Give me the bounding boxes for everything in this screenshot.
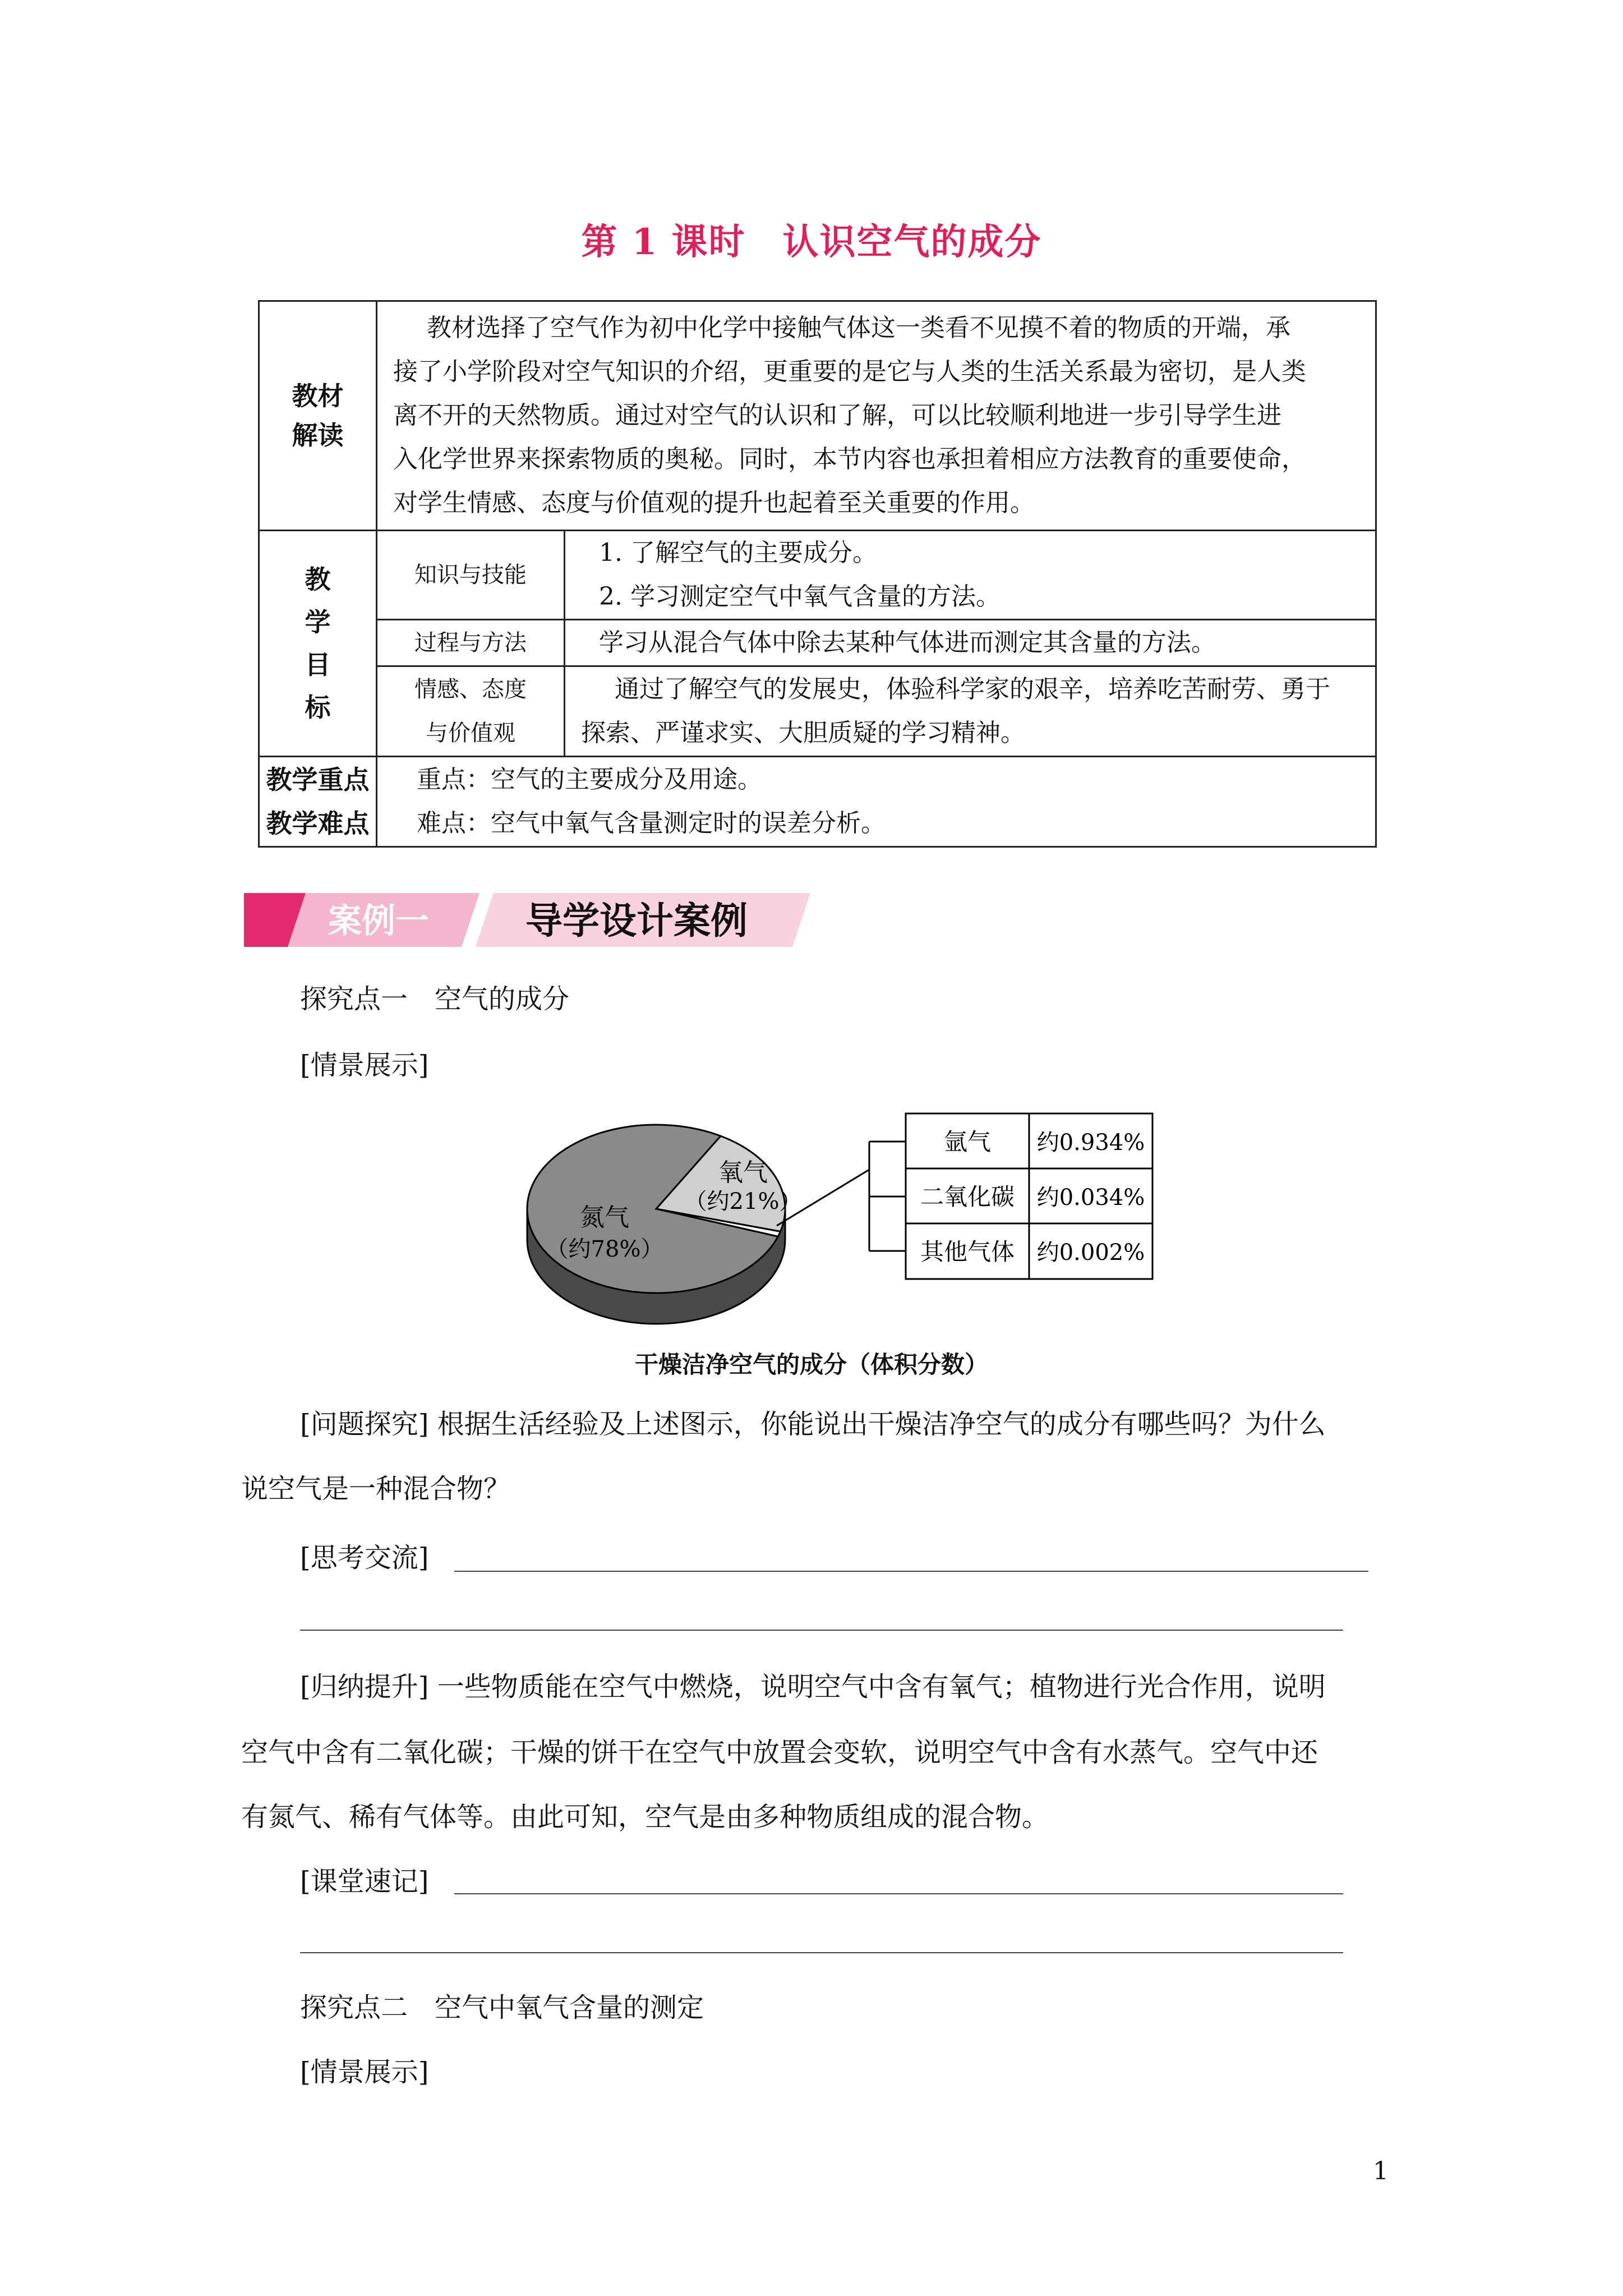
others-name: 二氧化碳 xyxy=(920,1183,1015,1211)
slice-label-nitrogen: 氮气 xyxy=(580,1203,629,1232)
banner-right-text: 导学设计案例 xyxy=(525,899,748,942)
banner-left-text: 案例一 xyxy=(328,901,429,941)
goal-text: 通过了解空气的发展史，体验科学家的艰辛，培养吃苦耐劳、勇于 探索、严谨求实、大胆质疑的学习精神。 xyxy=(565,666,1376,757)
others-value: 约0.934% xyxy=(1036,1130,1145,1156)
key-text: 重点：空气的主要成分及用途。 难点：空气中氧气含量测定时的误差分析。 xyxy=(377,757,1376,847)
textbook-row xyxy=(259,301,1376,531)
question-line-2: 说空气是一种混合物？ xyxy=(241,1473,511,1504)
section-banner xyxy=(244,893,816,947)
slice-value-oxygen: （约21%） xyxy=(684,1189,802,1214)
textbook-line: 对学生情感、态度与价值观的提升也起着至关重要的作用。 xyxy=(393,489,1035,517)
goal-label: 情感、态度 与价值观 xyxy=(377,666,565,757)
banner-shape xyxy=(244,893,816,947)
answer-line[interactable] xyxy=(454,1571,1368,1572)
section2-heading: 探究点二 空气中氧气含量的测定 xyxy=(300,1992,704,2023)
summary-line-2: 空气中含有二氧化碳；干燥的饼干在空气中放置会变软，说明空气中含有水蒸气。空气中还 xyxy=(241,1737,1318,1768)
textbook-line: 教材选择了空气作为初中化学中接触气体这一类看不见摸不着的物质的开端，承 xyxy=(427,314,1290,342)
others-name: 其他气体 xyxy=(920,1238,1015,1266)
textbook-header: 教材解读 xyxy=(259,301,377,531)
textbook-line: 接了小学阶段对空气知识的介绍，更重要的是它与人类的生活关系最为密切，是人类 xyxy=(393,357,1306,386)
notes-label: [课堂速记] xyxy=(300,1866,429,1897)
goal-label: 知识与技能 xyxy=(377,531,565,620)
pie xyxy=(527,1125,785,1324)
goal-row-process xyxy=(259,620,1376,666)
section1-heading: 探究点一 空气的成分 xyxy=(300,983,570,1015)
scene1-label: [情景展示] xyxy=(300,1050,429,1081)
key-header: 教学重点 教学难点 xyxy=(259,757,377,847)
textbook-line: 离不开的天然物质。通过对空气的认识和了解，可以比较顺利地进一步引导学生进 xyxy=(393,401,1281,430)
answer-line[interactable] xyxy=(300,1630,1343,1631)
think-label: [思考交流] xyxy=(300,1542,429,1573)
notes-line[interactable] xyxy=(300,1952,1343,1953)
page-number: 1 xyxy=(1373,2157,1389,2185)
goal-text: 学习从混合气体中除去某种气体进而测定其含量的方法。 xyxy=(565,620,1376,666)
air-composition-chart xyxy=(522,1097,1178,1332)
goal-text: 1. 了解空气的主要成分。 2. 学习测定空气中氧气含量的方法。 xyxy=(565,531,1376,620)
lesson-info-table xyxy=(258,300,1377,848)
summary-line-3: 有氮气、稀有气体等。由此可知，空气是由多种物质组成的混合物。 xyxy=(241,1801,1049,1833)
others-value: 约0.002% xyxy=(1036,1240,1145,1266)
goal-row-knowledge xyxy=(259,531,1376,620)
textbook-text xyxy=(377,301,1376,531)
page-title: 第 1 课时 认识空气的成分 xyxy=(581,221,1042,263)
slice-value-nitrogen: （约78%） xyxy=(546,1236,663,1262)
slice-label-oxygen: 氧气 xyxy=(718,1158,768,1187)
others-value: 约0.034% xyxy=(1036,1185,1145,1211)
chart-caption: 干燥洁净空气的成分（体积分数） xyxy=(634,1351,988,1378)
others-name: 氩气 xyxy=(943,1128,992,1156)
key-points-row xyxy=(259,757,1376,847)
notes-line[interactable] xyxy=(454,1893,1343,1894)
question-line-1: [问题探究] 根据生活经验及上述图示，你能说出干燥洁净空气的成分有哪些吗？为什么 xyxy=(300,1409,1326,1440)
textbook-line: 入化学世界来探索物质的奥秘。同时，本节内容也承担着相应方法教育的重要使命， xyxy=(393,445,1306,473)
goal-row-attitude xyxy=(259,666,1376,757)
others-table xyxy=(906,1114,1152,1279)
summary-line-1: [归纳提升] 一些物质能在空气中燃烧，说明空气中含有氧气；植物进行光合作用，说明 xyxy=(300,1671,1326,1703)
scene2-label: [情景展示] xyxy=(300,2056,429,2088)
goal-label: 过程与方法 xyxy=(377,620,565,666)
goals-header: 教 学 目 标 xyxy=(259,531,377,757)
